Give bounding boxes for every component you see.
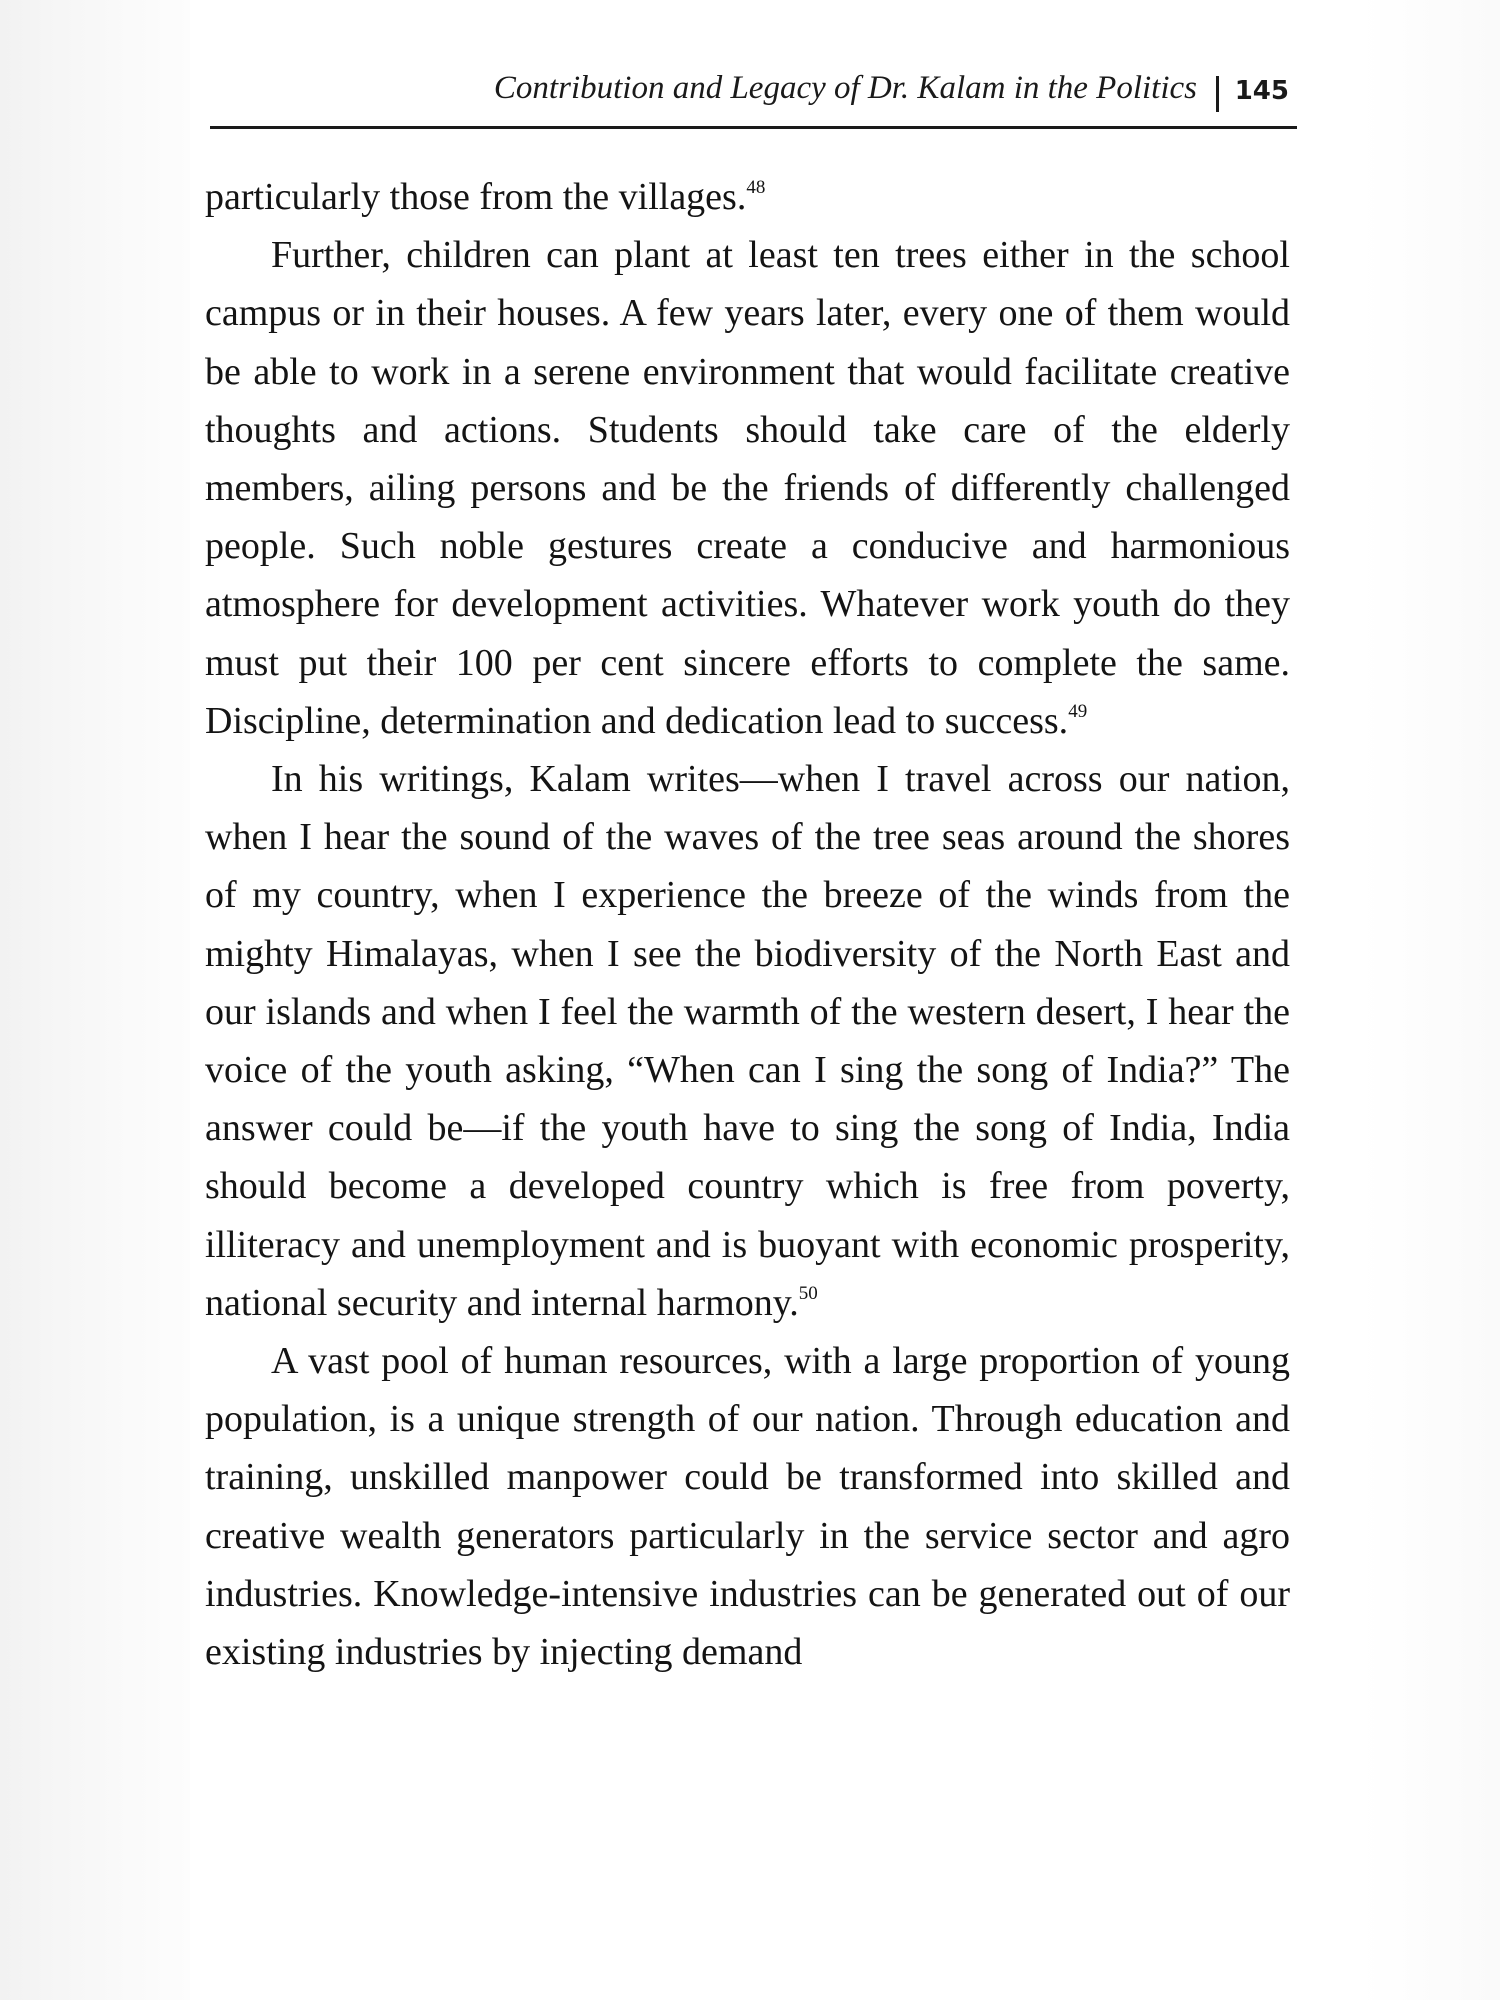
footnote-ref-49[interactable]: 49	[1068, 700, 1088, 722]
paragraph-3	[205, 750, 1290, 1332]
running-header-title: Contribution and Legacy of Dr. Kalam in the Politics	[493, 70, 1197, 106]
running-header	[210, 62, 1297, 124]
footnote-ref-50[interactable]: 50	[798, 1282, 818, 1304]
page-edge	[1360, 0, 1500, 2000]
spine-shadow	[0, 0, 190, 2000]
footnote-ref-48[interactable]: 48	[746, 177, 766, 198]
page-number: 145	[1234, 76, 1289, 106]
paragraph-3-text: In his writings, Kalam writes—when I travel across our nation, when I hear the sound of the waves of the tree seas around the shores of my country, when I experience the breeze of the winds from the mighty Himalayas, when I see the biodiversity of the North East and our islands and when I feel the warmth of the western desert, I hear the voice of the youth asking, “When can I sing the song of India?” The answer could be—if the youth have to sing the song of India, India should become a developed country which is free from poverty, illiteracy and unemployment and is buoyant with economic prosperity, national security and internal harmony.	[205, 758, 1290, 1324]
header-separator	[1216, 76, 1219, 112]
paragraph-1-text: particularly those from the villages.	[205, 176, 747, 218]
paragraph-1	[205, 168, 1290, 226]
body-text	[205, 168, 1290, 1681]
paragraph-2	[205, 226, 1290, 750]
paragraph-4	[205, 1332, 1290, 1681]
paragraph-4-text: A vast pool of human resources, with a large proportion of young population, is a unique strength of our nation. Through education and training, unskilled manpower could be transformed into skilled and creative wealth generators particularly in the service sector and agro industries. Knowledge-intensive industries can be generated out of our existing industries by injecting demand	[205, 1340, 1290, 1674]
paragraph-2-text: Further, children can plant at least ten trees either in the school campus or in their houses. A few years later, every one of them would be able to work in a serene environment that would facilitate creative thoughts and actions. Students should take care of the elderly members, ailing persons and be the friends of differently challenged people. Such noble gestures create a conducive and harmonious atmosphere for development activities. Whatever work youth do they must put their 100 per cent sincere efforts to complete the same. Discipline, determination and dedication lead to success.	[205, 234, 1290, 742]
header-rule	[210, 126, 1297, 129]
